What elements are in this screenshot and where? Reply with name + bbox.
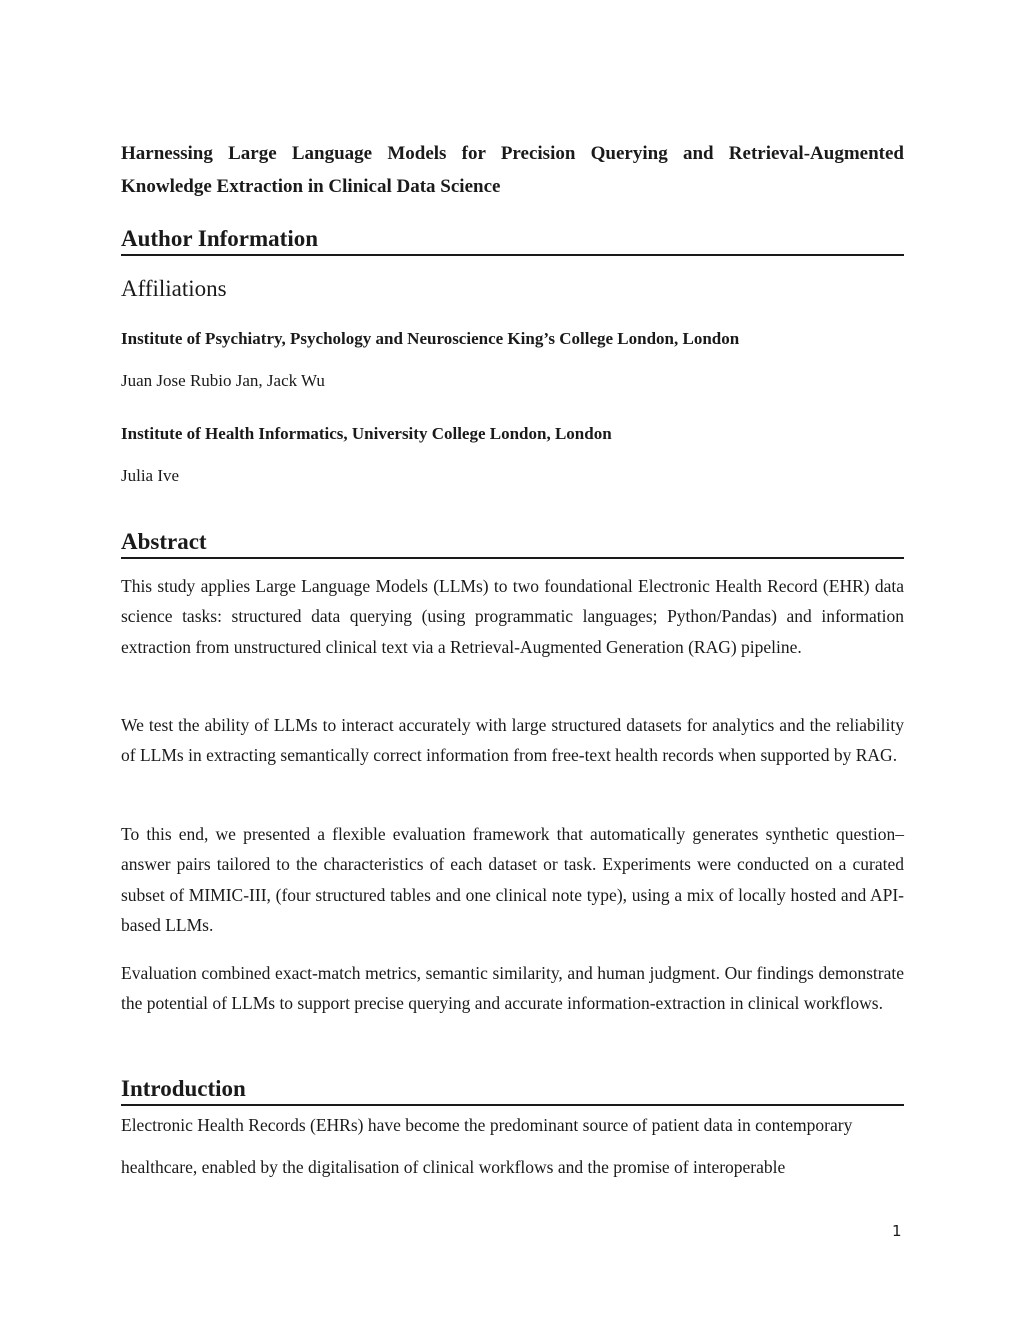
abstract-heading: Abstract bbox=[121, 528, 904, 559]
abstract-paragraph: To this end, we presented a flexible evaluation framework that automatically generates synthetic question–answer pairs tailored to the characteristics of each dataset or task. Experiments were conducted on a curated subset of MIMIC-III, (four structured tables and one clinical note type), using a mix of locally hosted and API-based LLMs. bbox=[121, 824, 904, 935]
affiliation-authors: Julia Ive bbox=[121, 466, 180, 485]
abstract-paragraph: We test the ability of LLMs to interact accurately with large structured datasets for analytics and the reliability of LLMs in extracting semantically correct information from free-text health records when supported by RAG. bbox=[121, 715, 904, 766]
page-number: 1 bbox=[892, 1222, 902, 1240]
affiliation-authors: Juan Jose Rubio Jan, Jack Wu bbox=[121, 371, 325, 390]
affiliations-heading: Affiliations bbox=[121, 276, 227, 301]
affiliation-institution: Institute of Psychiatry, Psychology and Neuroscience King’s College London, London bbox=[121, 329, 740, 348]
abstract-paragraph: Evaluation combined exact-match metrics, semantic similarity, and human judgment. Our findings demonstrate the potential of LLMs to support precise querying and accurate information-extraction in clinical workflows. bbox=[121, 963, 904, 1014]
introduction-line: healthcare, enabled by the digitalisation of clinical workflows and the promise of interoperable bbox=[121, 1157, 786, 1177]
author-information-heading: Author Information bbox=[121, 225, 904, 256]
paper-title: Harnessing Large Language Models for Precision Querying and Retrieval-Augmented Knowledge Extraction in Clinical Data Science bbox=[121, 143, 904, 197]
introduction-line: Electronic Health Records (EHRs) have become the predominant source of patient data in contemporary bbox=[121, 1115, 853, 1135]
abstract-paragraph: This study applies Large Language Models (LLMs) to two foundational Electronic Health Record (EHR) data science tasks: structured data querying (using programmatic languages; Python/Pandas) and information extraction from unstructured clinical text via a Retrieval-Augmented Generation (RAG) pipeline. bbox=[121, 576, 904, 657]
affiliation-institution: Institute of Health Informatics, University College London, London bbox=[121, 424, 612, 443]
introduction-heading: Introduction bbox=[121, 1075, 904, 1106]
